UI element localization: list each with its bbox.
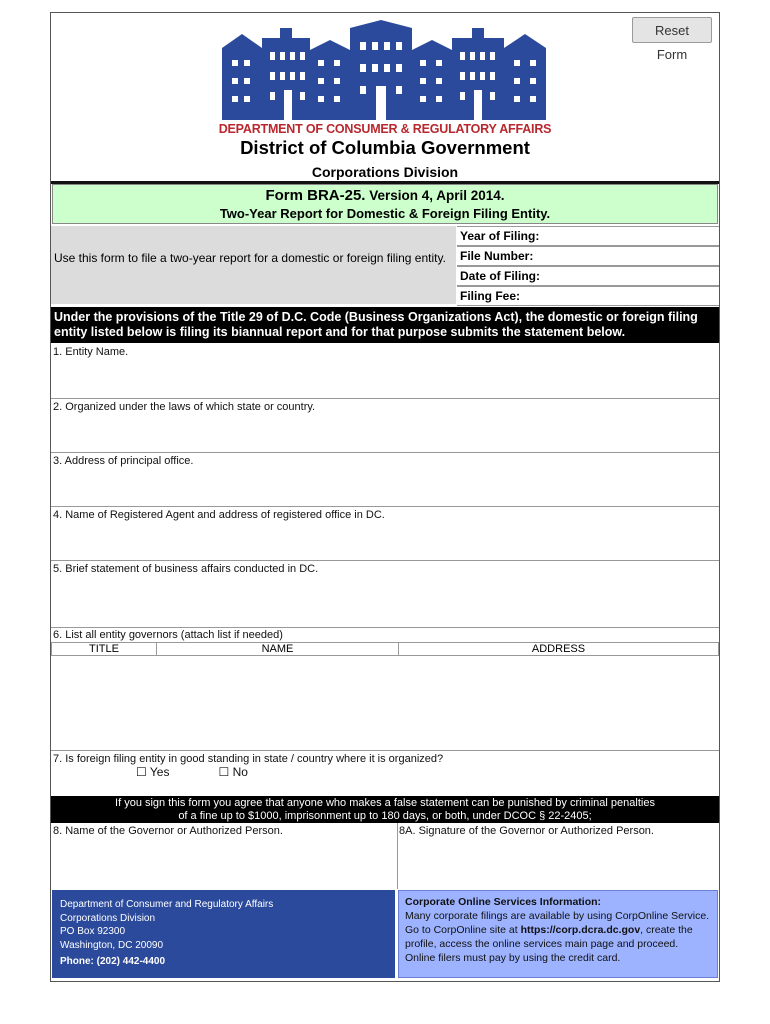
address-line-1: Department of Consumer and Regulatory Affairs	[60, 899, 274, 910]
principal-office-field[interactable]	[51, 453, 719, 507]
governors-label: 6. List all entity governors (attach list if needed)	[53, 629, 283, 641]
governors-title-header: TITLE	[51, 642, 157, 656]
filing-fee-field[interactable]: Filing Fee:	[457, 286, 719, 306]
principal-office-label: 3. Address of principal office.	[53, 455, 194, 467]
governors-list-area[interactable]	[51, 656, 719, 751]
instructions-text: Use this form to file a two-year report for a domestic or foreign filing entity.	[54, 251, 446, 265]
signature-field[interactable]	[397, 823, 719, 889]
form-title-box	[52, 184, 718, 224]
date-of-filing-field[interactable]: Date of Filing:	[457, 266, 719, 286]
good-standing-question	[51, 751, 719, 796]
dcra-building-logo	[222, 20, 546, 120]
governors-address-header: ADDRESS	[398, 642, 719, 656]
reset-form-button[interactable]: Reset Form	[632, 17, 712, 43]
provisions-statement: Under the provisions of the Title 29 of D.C. Code (Business Organizations Act), the domestic or foreign filing entity listed below is filing its biannual report and for that purpose submits the statement below.	[51, 307, 719, 343]
entity-name-field[interactable]	[51, 344, 719, 399]
form-version: Version 4, April 2014.	[369, 188, 505, 203]
department-name: DEPARTMENT OF CONSUMER & REGULATORY AFFAIRS	[218, 122, 552, 136]
address-line-3: PO Box 92300	[60, 926, 126, 937]
governors-name-header: NAME	[156, 642, 399, 656]
no-checkbox[interactable]: ☐ No	[218, 765, 248, 779]
registered-agent-field[interactable]	[51, 507, 719, 561]
online-services-text: Many corporate filings are available by using CorpOnline Service. Go to CorpOnline site at https://corp.dcra.dc.gov, create the profile, access the online services main page and proceed. Online filers must pay by using the credit card.	[405, 910, 710, 964]
online-services-title: Corporate Online Services Information:	[405, 896, 602, 908]
good-standing-label: 7. Is foreign filing entity in good standing in state / country where it is organized?	[53, 753, 444, 765]
address-line-4: Washington, DC 20090	[60, 939, 164, 951]
no-label: No	[232, 765, 248, 779]
business-affairs-field[interactable]	[51, 561, 719, 628]
corponline-url-link[interactable]: https://corp.dcra.dc.gov	[520, 924, 641, 936]
business-affairs-label: 5. Brief statement of business affairs conducted in DC.	[53, 563, 319, 575]
division-name: Corporations Division	[311, 164, 459, 180]
governor-name-label: 8. Name of the Governor or Authorized Person.	[53, 825, 283, 837]
file-number-field[interactable]: File Number:	[457, 246, 719, 266]
online-services-box	[398, 890, 718, 978]
governor-name-field[interactable]	[51, 823, 398, 889]
entity-name-label: 1. Entity Name.	[53, 346, 129, 358]
form-subtitle: Two-Year Report for Domestic & Foreign Filing Entity.	[219, 206, 551, 221]
warning-line-1: If you sign this form you agree that anyone who makes a false statement can be punished by criminal penalties	[115, 797, 655, 809]
mailing-address-box	[52, 890, 395, 978]
phone-number: Phone: (202) 442-4400	[60, 956, 166, 967]
warning-line-2: of a fine up to $1000, imprisonment up to 180 days, or both, under DCOC § 22-2405;	[178, 809, 592, 822]
signature-label: 8A. Signature of the Governor or Authorized Person.	[399, 825, 654, 837]
government-name: District of Columbia Government	[240, 137, 530, 158]
false-statement-warning	[51, 796, 719, 823]
organized-under-field[interactable]	[51, 399, 719, 453]
instructions-box	[51, 226, 456, 304]
registered-agent-label: 4. Name of Registered Agent and address of registered office in DC.	[53, 509, 385, 521]
year-of-filing-field[interactable]: Year of Filing:	[457, 226, 719, 246]
yes-checkbox[interactable]: ☐ Yes	[136, 765, 170, 779]
yes-label: Yes	[149, 765, 170, 779]
organized-under-label: 2. Organized under the laws of which state or country.	[53, 401, 316, 413]
form-id: Form BRA-25.	[265, 187, 366, 204]
address-line-2: Corporations Division	[60, 912, 156, 924]
